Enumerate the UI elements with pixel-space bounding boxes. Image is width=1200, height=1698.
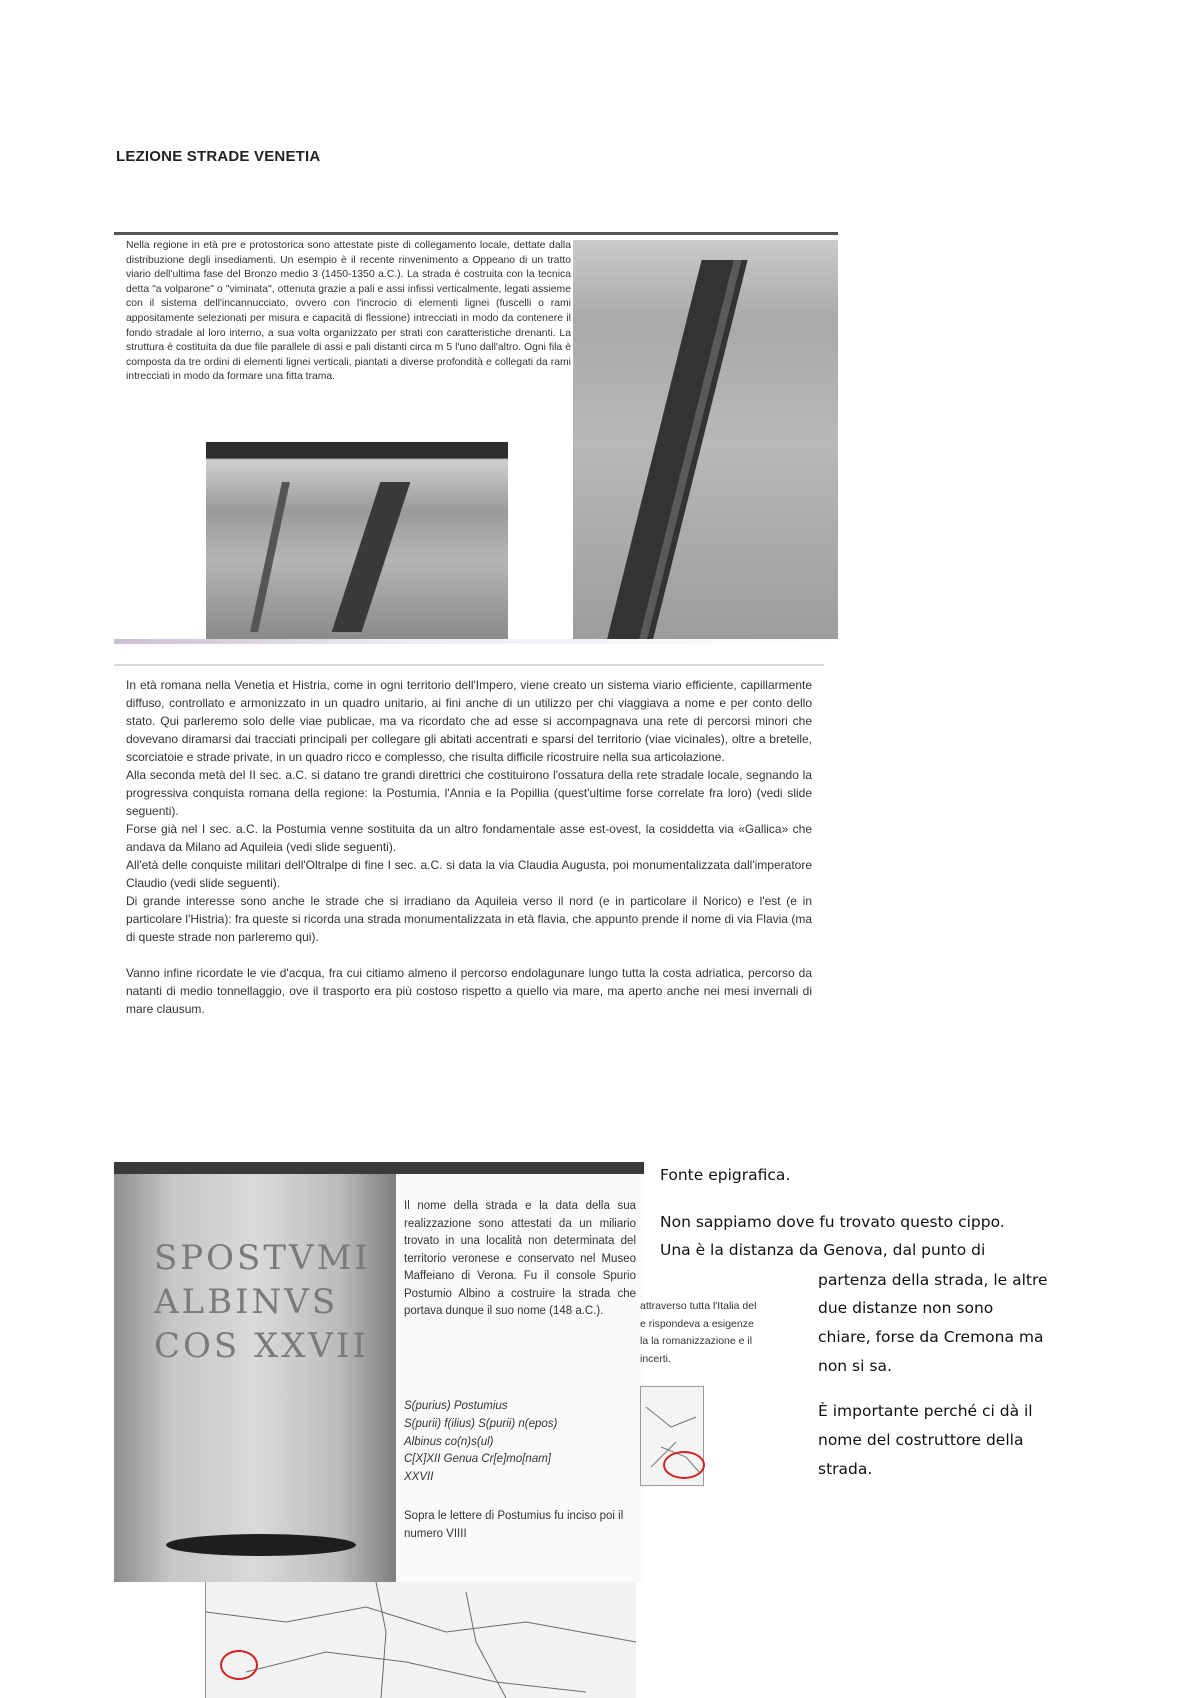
slide-protohistoric-road xyxy=(114,232,838,644)
paragraph-waterways: Vanno infine ricordate le vie d'acqua, fra cui citiamo almeno il percorso endolagunare lungo tutta la costa adriatica, percorso da natanti di medio tonnellaggio, ove il trasporto era più costoso rispetto a quello via mare, ma aperto anche nei mesi invernali di mare clausum. xyxy=(126,966,812,1016)
inscription-line: XXVII xyxy=(404,1471,434,1484)
milestone-base xyxy=(166,1534,356,1556)
inscription-transcription xyxy=(404,1398,636,1487)
fragment-line: e rispondeva a esigenze xyxy=(640,1317,754,1330)
slide-footer-strip xyxy=(114,639,838,644)
paragraph-main-routes: Alla seconda metà del II sec. a.C. si datano tre grandi direttrici che costituirono l'ossatura della rete stradale locale, segnando la progressiva conquista romana della regione: la Postumia, l'Annia e la Popillia (quest'ultime forse correlate fra loro) (vedi slide seguenti). xyxy=(126,768,812,818)
slide-top-bar xyxy=(114,1162,644,1174)
inscription-line: C[X]XII Genua Cr[e]mo[nam] xyxy=(404,1453,552,1466)
slide-roman-roads xyxy=(114,664,824,1018)
note-line: Una è la distanza da Genova, dal punto di xyxy=(660,1241,986,1259)
note-line: strada. xyxy=(818,1460,873,1478)
slide-text-block xyxy=(126,676,812,1018)
highlight-circle xyxy=(663,1451,705,1479)
note-line: non si sa. xyxy=(818,1357,892,1375)
slide-top-bar xyxy=(114,232,838,235)
overlapped-slide-fragment xyxy=(640,1298,802,1368)
inscription-line: S(purius) Postumius xyxy=(404,1400,508,1412)
inscription-line: S(purii) f(ilius) S(purii) n(epos) xyxy=(404,1417,558,1430)
road-map xyxy=(205,1582,636,1698)
note-line: partenza della strada, le altre xyxy=(818,1271,1048,1289)
slide-rule xyxy=(114,664,824,666)
excavation-photo-trench xyxy=(206,442,508,639)
note-line: nome del costruttore della xyxy=(818,1431,1024,1449)
paragraph-claudia-augusta: All'età delle conquiste militari dell'Oltralpe di fine I sec. a.C. si data la via Claudia Augusta, poi monumentalizzata dall'imperatore Claudio (vedi slide seguenti). xyxy=(126,858,812,890)
note-line: Non sappiamo dove fu trovato questo cippo. xyxy=(660,1213,1005,1231)
fragment-line: incerti. xyxy=(640,1352,671,1365)
excavation-photo-road xyxy=(573,240,838,644)
fragment-line: la la romanizzazione e il xyxy=(640,1335,753,1347)
paragraph-gallica: Forse già nel I sec. a.C. la Postumia venne sostituita da un altro fondamentale asse est-ovest, la cosiddetta via «Gallica» che andava da Milano ad Aquileia (vedi slide seguenti). xyxy=(126,822,812,854)
fragment-line: attraverso tutta l'Italia del xyxy=(640,1300,757,1312)
milestone-description: Il nome della strada e la data della sua realizzazione sono attestati da un miliario trovato in una località non determinata del territorio veronese e conservato nel Museo Maffeiano di Verona. Fu il console Spurio Postumio Albino a costruire la strada che portava dunque il suo nome (148 a.C.). xyxy=(404,1200,636,1317)
slide-text: Nella regione in età pre e protostorica sono attestate piste di collegamento locale, dettate dalla distribuzione degli insediamenti. Un esempio è il recente rinvenimento a Oppeano di un tratto viario dell'ultima fase del Bronzo medio 3 (1450-1350 a.C.). La strada è costruita con la tecnica detta "a volparone" o "viminata", ottenuta grazie a pali e assi infissi verticalmente, legati assieme con il sistema dell'incannucciato, ovvero con l'incrocio di elementi lignei (fuscelli o rami appositamente selezionati per misura e capacità di flessione) intrecciati in modo da contenere il fondo stradale al loro interno, a sua volta organizzato per strati con caratteristiche drenanti. La struttura è costituita da due file parallele di assi e pali distanti circa m 5 l'uno dall'altro. Ogni fila è composta da tre ordini di elementi lignei verticali, piantati a diverse profondità e collegati da rami intrecciati in modo da formare una fitta trama. xyxy=(126,240,571,383)
inscription-note: Sopra le lettere di Postumius fu inciso poi il numero VIIII xyxy=(404,1510,624,1540)
map-lines xyxy=(206,1582,636,1698)
milestone-photo xyxy=(114,1174,396,1582)
small-map-thumbnail xyxy=(640,1386,704,1486)
note-line: due distanze non sono xyxy=(818,1299,994,1317)
milestone-inscription-letters: SPOSTVMI ALBINVS COS XXVII xyxy=(154,1238,371,1366)
note-line: chiare, forse da Cremona ma xyxy=(818,1328,1044,1346)
highlight-circle xyxy=(220,1650,258,1680)
paragraph-intro: In età romana nella Venetia et Histria, come in ogni territorio dell'Impero, viene creato un sistema viario efficiente, capillarmente diffuso, controllato e armonizzato in un quadro unitario, ai fini anche di un utilizzo per chi viaggiava a nome e per conto dello stato. Qui parleremo solo delle viae publicae, ma va ricordato che ad esse si accompagnava una rete di percorsi minori che dovevano diramarsi dai tracciati principali per collegare gli abitati accentrati e sparsi del territorio (viae vicinales), oltre a bretelle, scorciatoie e strade private, in un quadro ricco e complesso, che risulta difficile ricostruire nella sua articolazione. xyxy=(126,678,812,764)
inscription-line: Albinus co(n)s(ul) xyxy=(404,1435,494,1448)
paragraph-aquileia-roads: Di grande interesse sono anche le strade che si irradiano da Aquileia verso il nord (e in particolare il Norico) e l'est (e in particolare l'Histria): fra queste si ricorda una strada monumentalizzata in età flavia, che appunto prende il nome di via Flavia (ma di queste strade non parleremo qui). xyxy=(126,894,812,944)
page-title: LEZIONE STRADE VENETIA xyxy=(116,148,321,165)
note-line: Fonte epigrafica. xyxy=(660,1166,791,1184)
slide-milestone xyxy=(114,1162,644,1582)
note-line: È importante perché ci dà il xyxy=(818,1402,1033,1420)
